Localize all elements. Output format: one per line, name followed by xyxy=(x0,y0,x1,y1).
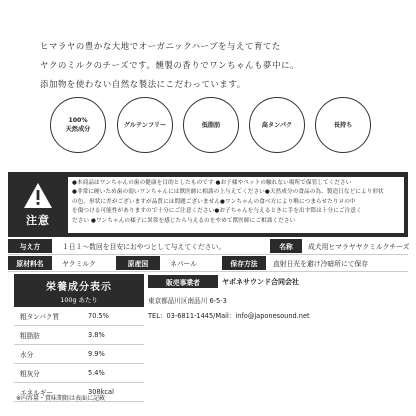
intro-text xyxy=(40,37,380,94)
feature-line: 天然成分 xyxy=(65,126,91,133)
intro-line: ヤクのミルクのチーズです。燻製の香りでワンちゃんも夢中に。 xyxy=(40,60,300,70)
feature-low-fat xyxy=(183,97,239,153)
feature-natural xyxy=(50,97,106,153)
divider xyxy=(8,254,408,255)
nutrition-row xyxy=(14,364,144,383)
seller-name: ヤポネサウンド合同会社 xyxy=(222,277,299,286)
feature-long-lasting xyxy=(315,97,371,153)
origin-label: 原産国 xyxy=(116,256,160,270)
nutrition-note: ※内容量・賞味期限は表面に記載 xyxy=(16,395,106,402)
caution-text xyxy=(68,177,404,233)
seller-label: 販売事業者 xyxy=(148,275,218,288)
nutrition-table xyxy=(14,274,144,402)
storage-label: 保存方法 xyxy=(222,256,266,270)
caution-line: ださい ●ワンちゃんの様子に異常を感じたら与えるのをやめて獣医師にご相談ください xyxy=(72,217,296,224)
feature-line: グルテンフリー xyxy=(123,121,167,129)
nutrient-name: 粗タンパク質 xyxy=(20,313,60,321)
intro-line: ヒマラヤの豊かな大地でオーガニックハーブを与えて育てた xyxy=(40,41,281,51)
feature-line: 高タンパク xyxy=(261,121,293,129)
nutrient-name: 水分 xyxy=(20,351,34,359)
nutrition-title: 栄養成分表示 xyxy=(46,282,112,293)
ingredients-value: ヤクミルク xyxy=(62,260,96,268)
ingredients-label: 原材料名 xyxy=(8,256,52,270)
seller-contact: TEL：03-6811-1445/Mail：info@japonesound.net xyxy=(148,312,310,320)
nutrient-value: 70.5% xyxy=(88,312,109,320)
feeding-value: １日１～数回を目安におやつとして与えてください。 xyxy=(62,243,226,251)
caution-label: 注意 xyxy=(26,214,50,227)
nutrient-name: エネルギー xyxy=(20,389,53,397)
seller-address: 東京都品川区南品川 6-5-3 xyxy=(148,297,227,305)
nutrient-name: 粗灰分 xyxy=(20,370,40,378)
feature-line: 低脂肪 xyxy=(201,121,221,129)
nutrient-value: 5.4% xyxy=(88,369,105,377)
nutrition-row xyxy=(14,345,144,364)
feeding-label: 与え方 xyxy=(8,239,52,253)
feature-gluten-free xyxy=(117,97,173,153)
nutrient-value: 9.9% xyxy=(88,350,105,358)
storage-value: 直射日光を避け冷暗所にて保存 xyxy=(273,260,369,268)
warning-icon xyxy=(23,182,53,209)
caution-block xyxy=(8,172,408,237)
intro-line: 添加物を使わない自然な製法にこだわっています。 xyxy=(40,79,246,89)
nutrient-name: 粗脂肪 xyxy=(20,332,40,340)
info-row-feeding xyxy=(8,239,408,253)
nutrition-header xyxy=(14,274,144,307)
nutrient-value: 3.8% xyxy=(88,331,105,339)
caution-line: の色、形状に差がございますが品質には問題ございません●ワンちゃんの食べ方により喉につまらせたりロの中 xyxy=(72,198,356,205)
origin-value: ネパール xyxy=(170,260,197,268)
info-row-ingredients xyxy=(8,256,408,270)
caution-header xyxy=(8,172,68,237)
nutrition-row xyxy=(14,307,144,326)
caution-line: ●非常に硬いため歯の弱いワンちゃんには獣医師に相談の上与えてください●天然成分の食品の為、製造日などにより形状 xyxy=(72,189,384,196)
feature-line: 長持ち xyxy=(333,121,353,129)
nutrition-row xyxy=(14,326,144,345)
nutrition-subtitle: 100g あたり xyxy=(60,296,98,304)
name-label: 名称 xyxy=(270,239,302,253)
caution-line: を傷つける可能性がありますので十分にご注意ください●お子ちゃんを与えるときに手を出す際は十分にご注意く xyxy=(72,208,362,215)
feature-high-protein xyxy=(249,97,305,153)
name-value: 成犬用ヒマラヤヤクミルクチーズ xyxy=(308,243,410,251)
caution-line: ●本商品はワンちゃんの歯の健康を目的としたものです ●お子様やペットの触れない場所で保管してください xyxy=(72,180,352,186)
feature-line: 100% xyxy=(68,117,88,124)
divider xyxy=(8,271,408,272)
nutrient-value: 308kcal xyxy=(88,388,114,396)
